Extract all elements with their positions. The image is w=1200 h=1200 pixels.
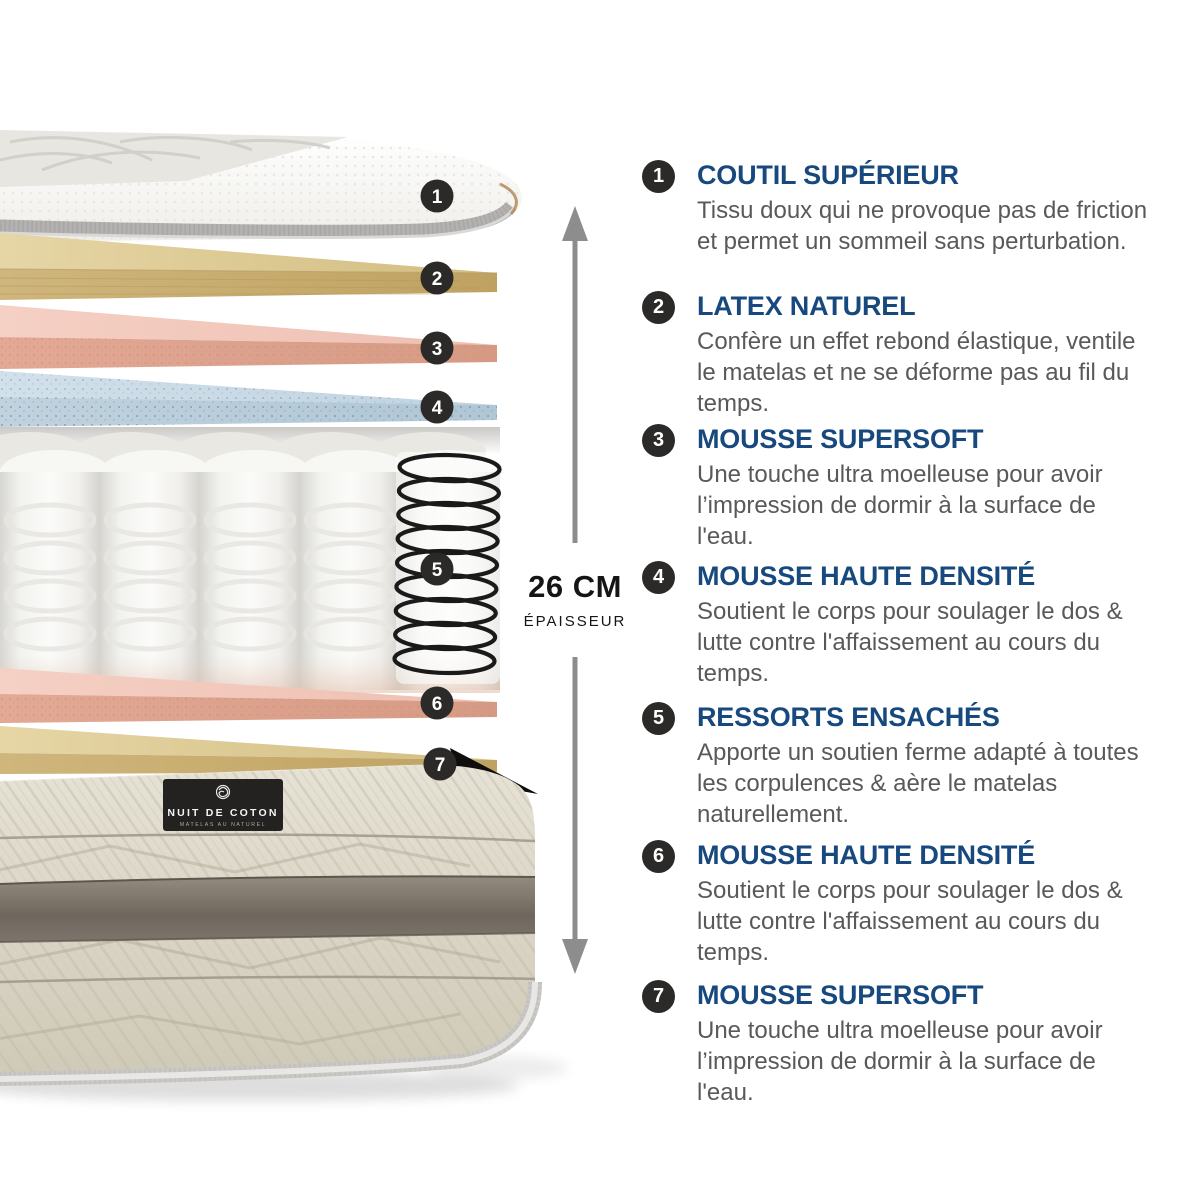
legend-item-1-description: Tissu doux qui ne provoque pas de friction et permet un sommeil sans perturbation. [697,197,1148,255]
legend-item-4 [642,561,1155,689]
svg-text:1: 1 [431,187,443,208]
legend-item-1-number: 1 [642,160,675,193]
legend-item-6-number: 6 [642,840,675,873]
legend-item-5-title: RESSORTS ENSACHÉS [697,702,1000,732]
legend-item-2-title: LATEX NATUREL [697,291,916,321]
legend-item-5-number: 5 [642,702,675,735]
legend-item-6 [642,840,1155,968]
legend-item-4-title: MOUSSE HAUTE DENSITÉ [697,561,1036,591]
legend-item-3-number: 3 [642,424,675,457]
brand-label-subtitle: MATELAS AU NATUREL [179,822,267,828]
legend-item-1 [642,160,1155,257]
legend-item-7-title: MOUSSE SUPERSOFT [697,980,984,1010]
legend-item-1-title: COUTIL SUPÉRIEUR [697,160,959,190]
legend-item-5-description: Apporte un soutien ferme adapté à toutes les corpulences & aère le matelas naturellement. [697,739,1139,828]
svg-text:5: 5 [431,560,443,581]
legend-item-7 [642,980,1155,1108]
legend-item-5 [642,702,1155,830]
legend-item-7-number: 7 [642,980,675,1013]
legend-item-4-number: 4 [642,561,675,594]
legend-item-3-description: Une touche ultra moelleuse pour avoir l’impression de dormir à la surface de l'eau. [697,461,1103,550]
legend-item-6-description: Soutient le corps pour soulager le dos & lutte contre l'affaissement au cours du temps. [697,877,1123,966]
legend-item-6-title: MOUSSE HAUTE DENSITÉ [697,840,1036,870]
legend-item-7-description: Une touche ultra moelleuse pour avoir l’impression de dormir à la surface de l'eau. [697,1017,1103,1106]
legend-item-2-number: 2 [642,291,675,324]
svg-text:4: 4 [431,398,443,419]
svg-text:2: 2 [431,269,443,290]
thickness-label: ÉPAISSEUR [523,613,627,630]
svg-text:7: 7 [434,755,446,776]
svg-text:3: 3 [431,339,443,360]
legend-item-3-title: MOUSSE SUPERSOFT [697,424,984,454]
legend-item-4-description: Soutient le corps pour soulager le dos & lutte contre l'affaissement au cours du temps. [697,598,1123,687]
legend-item-2-description: Confère un effet rebond élastique, ventile le matelas et ne se déforme pas au fil du temps. [697,328,1136,417]
legend-item-3 [642,424,1155,552]
legend-item-2 [642,291,1155,419]
thickness-value: 26 CM [528,569,622,604]
brand-label-title: NUIT DE COTON [167,807,279,819]
svg-text:6: 6 [431,694,443,715]
